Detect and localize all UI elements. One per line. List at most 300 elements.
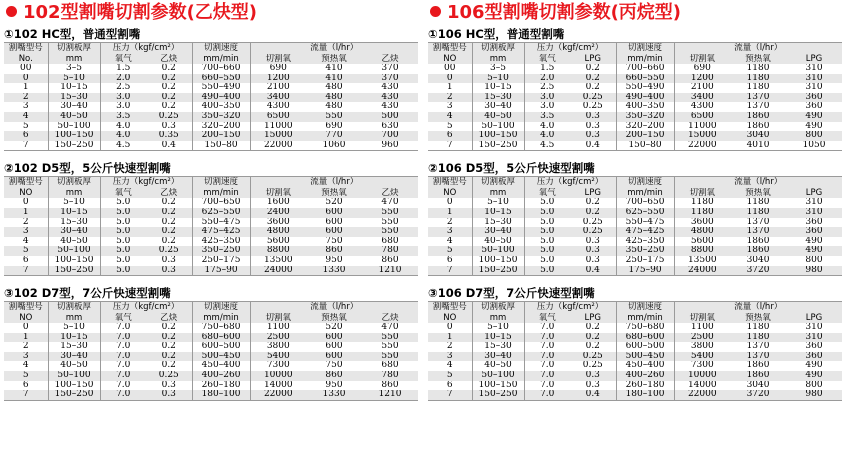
table-cell: 5.0 bbox=[524, 246, 570, 256]
table-row bbox=[4, 93, 418, 103]
table-cell: 310 bbox=[786, 198, 842, 208]
table-cell: 680 bbox=[362, 237, 418, 247]
table-cell: 960 bbox=[362, 141, 418, 151]
table-cell: 1370 bbox=[730, 227, 786, 237]
table-cell: 1050 bbox=[786, 141, 842, 151]
table-row bbox=[428, 102, 842, 112]
table-cell: 430 bbox=[362, 83, 418, 93]
table-cell: 4.0 bbox=[100, 122, 146, 132]
table-cell: 0.4 bbox=[570, 141, 616, 151]
table-cell: 7.0 bbox=[524, 323, 570, 333]
table-cell: 0.4 bbox=[570, 390, 616, 400]
table-cell: 150–250 bbox=[48, 266, 100, 276]
table-cell: 360 bbox=[786, 352, 842, 362]
table-cell: 150–250 bbox=[472, 390, 524, 400]
table-cell: 7.0 bbox=[100, 361, 146, 371]
table-cell: 0.2 bbox=[570, 323, 616, 333]
table-cell: 5 bbox=[428, 122, 472, 132]
table-cell: 4 bbox=[4, 361, 48, 371]
table-cell: 1370 bbox=[730, 93, 786, 103]
table-row bbox=[4, 266, 418, 276]
table-cell: 2.5 bbox=[524, 83, 570, 93]
table-cell: 770 bbox=[306, 131, 362, 141]
table-cell: 425–350 bbox=[192, 237, 250, 247]
table-cell: 0.25 bbox=[146, 112, 192, 122]
table-cell: 5.0 bbox=[100, 246, 146, 256]
column-subheader: No. bbox=[4, 54, 48, 64]
table-row bbox=[4, 342, 418, 352]
column-subheader: 切割氧 bbox=[250, 313, 306, 323]
table-cell: 430 bbox=[362, 93, 418, 103]
table-cell: 2400 bbox=[250, 208, 306, 218]
table-cell: 2100 bbox=[250, 83, 306, 93]
table-cell: 980 bbox=[786, 390, 842, 400]
table-cell: 0.2 bbox=[146, 323, 192, 333]
table-row bbox=[428, 208, 842, 218]
table-cell: 6 bbox=[4, 256, 48, 266]
table-cell: 3800 bbox=[674, 342, 730, 352]
column-subheader: 切割氧 bbox=[674, 188, 730, 198]
table-cell: 1 bbox=[428, 333, 472, 343]
column-header: 流量（l/hr） bbox=[250, 177, 418, 189]
table-cell: 4010 bbox=[730, 141, 786, 151]
table-cell: 180–100 bbox=[192, 390, 250, 400]
column-header: 切割速度 bbox=[192, 302, 250, 314]
table-cell: 600 bbox=[306, 333, 362, 343]
table-cell: 0.3 bbox=[146, 381, 192, 391]
table-cell: 1180 bbox=[730, 323, 786, 333]
table-row bbox=[4, 102, 418, 112]
table-row bbox=[4, 64, 418, 74]
table-cell: 5600 bbox=[674, 237, 730, 247]
table-cell: 5–10 bbox=[48, 198, 100, 208]
table-cell: 550 bbox=[362, 218, 418, 228]
table-cell: 0.25 bbox=[570, 93, 616, 103]
table-cell: 4 bbox=[428, 112, 472, 122]
table-cell: 3 bbox=[4, 227, 48, 237]
table-cell: 5.0 bbox=[524, 218, 570, 228]
column-header: 流量（l/hr） bbox=[674, 177, 842, 189]
table-cell: 10–15 bbox=[48, 208, 100, 218]
column-header: 切割速度 bbox=[192, 43, 250, 55]
column-subheader: 氧气 bbox=[100, 313, 146, 323]
table-row bbox=[428, 198, 842, 208]
table-cell: 175–90 bbox=[616, 266, 674, 276]
column-subheader: NO bbox=[428, 54, 472, 64]
table-cell: 430 bbox=[362, 102, 418, 112]
column-subheader: 氧气 bbox=[524, 54, 570, 64]
table-cell: 600–500 bbox=[616, 342, 674, 352]
table-cell: 600 bbox=[306, 218, 362, 228]
table-cell: 1180 bbox=[674, 208, 730, 218]
table-cell: 250–175 bbox=[192, 256, 250, 266]
table-cell: 0.25 bbox=[570, 361, 616, 371]
table-cell: 0.2 bbox=[146, 83, 192, 93]
table-cell: 3 bbox=[4, 352, 48, 362]
column-subheader: 切割氧 bbox=[250, 188, 306, 198]
table-cell: 600–500 bbox=[192, 342, 250, 352]
table-cell: 1 bbox=[428, 208, 472, 218]
column-subheader: 预热氧 bbox=[306, 313, 362, 323]
column-header: 割嘴型号 bbox=[4, 177, 48, 189]
table-row bbox=[4, 131, 418, 141]
table-cell: 310 bbox=[786, 323, 842, 333]
column-subheader: 乙炔 bbox=[146, 188, 192, 198]
table-cell: 490 bbox=[786, 246, 842, 256]
table-cell: 1.5 bbox=[524, 64, 570, 74]
table-row bbox=[4, 218, 418, 228]
column-subheader: 乙炔 bbox=[146, 54, 192, 64]
table-cell: 22000 bbox=[250, 141, 306, 151]
table-row bbox=[4, 333, 418, 343]
table-row bbox=[428, 381, 842, 391]
table-cell: 0.3 bbox=[570, 246, 616, 256]
table-cell: 150–80 bbox=[616, 141, 674, 151]
column-subheader: 乙炔 bbox=[362, 313, 418, 323]
table-cell: 3400 bbox=[674, 93, 730, 103]
table-cell: 2500 bbox=[674, 333, 730, 343]
table-cell: 0.3 bbox=[570, 371, 616, 381]
table-cell: 100–150 bbox=[472, 381, 524, 391]
table-cell: 1100 bbox=[674, 323, 730, 333]
table-cell: 5.0 bbox=[524, 237, 570, 247]
table-row bbox=[4, 198, 418, 208]
table-cell: 750–680 bbox=[192, 323, 250, 333]
table-cell: 950 bbox=[306, 256, 362, 266]
table-cell: 3040 bbox=[730, 131, 786, 141]
table-cell: 0.3 bbox=[570, 237, 616, 247]
table-cell: 700–660 bbox=[192, 64, 250, 74]
table-cell: 5.0 bbox=[524, 227, 570, 237]
spacer bbox=[4, 151, 418, 160]
column-subheader: 氧气 bbox=[100, 54, 146, 64]
column-header: 压力（kgf/cm²） bbox=[524, 302, 616, 314]
table-cell: 4.0 bbox=[100, 131, 146, 141]
table-cell: 3.0 bbox=[100, 102, 146, 112]
spacer bbox=[4, 276, 418, 285]
table-cell: 3720 bbox=[730, 390, 786, 400]
table-row bbox=[4, 381, 418, 391]
table-cell: 2 bbox=[428, 342, 472, 352]
table-cell: 475–425 bbox=[192, 227, 250, 237]
table-cell: 360 bbox=[786, 102, 842, 112]
table-cell: 10–15 bbox=[48, 333, 100, 343]
column-header: 割嘴型号 bbox=[4, 302, 48, 314]
table-cell: 260–180 bbox=[616, 381, 674, 391]
table-subtitle: ①102 HC型，普通型割嘴 bbox=[4, 27, 141, 41]
table-row bbox=[428, 361, 842, 371]
table-cell: 0.25 bbox=[570, 227, 616, 237]
left-column bbox=[4, 0, 418, 401]
table-cell: 1370 bbox=[730, 342, 786, 352]
column-subheader: NO bbox=[428, 188, 472, 198]
table-cell: 1180 bbox=[730, 198, 786, 208]
table-cell: 5.0 bbox=[100, 208, 146, 218]
table-subtitle: ②102 D5型，5公斤快速型割嘴 bbox=[4, 161, 171, 176]
table-cell: 5 bbox=[4, 122, 48, 132]
table-cell: 690 bbox=[306, 122, 362, 132]
table-cell: 8800 bbox=[250, 246, 306, 256]
table-cell: 3 bbox=[4, 102, 48, 112]
column-header: 切割板厚 bbox=[472, 302, 524, 314]
table-cell: 150–250 bbox=[472, 141, 524, 151]
table-row bbox=[428, 333, 842, 343]
table-cell: 490–400 bbox=[616, 93, 674, 103]
column-header: 切割速度 bbox=[192, 177, 250, 189]
table-cell: 100–150 bbox=[472, 256, 524, 266]
table-cell: 1860 bbox=[730, 112, 786, 122]
table-cell: 5400 bbox=[250, 352, 306, 362]
table-cell: 0.25 bbox=[570, 352, 616, 362]
table-cell: 0.2 bbox=[570, 342, 616, 352]
column-header: 切割速度 bbox=[616, 43, 674, 55]
table-cell: 3600 bbox=[250, 218, 306, 228]
table-cell: 180–100 bbox=[616, 390, 674, 400]
column-subheader: 预热氧 bbox=[306, 54, 362, 64]
table-cell: 3040 bbox=[730, 256, 786, 266]
table-cell: 0.2 bbox=[146, 342, 192, 352]
table-cell: 7 bbox=[428, 141, 472, 151]
table-cell: 24000 bbox=[674, 266, 730, 276]
table-row bbox=[4, 83, 418, 93]
table-cell: 7300 bbox=[250, 361, 306, 371]
table-cell: 500 bbox=[362, 112, 418, 122]
table-cell: 0.2 bbox=[570, 208, 616, 218]
column-header: 切割板厚 bbox=[48, 302, 100, 314]
table-cell: 7.0 bbox=[100, 371, 146, 381]
column-header: 流量（l/hr） bbox=[674, 43, 842, 55]
table-row bbox=[4, 256, 418, 266]
column-subheader: 切割氧 bbox=[674, 54, 730, 64]
table-cell: 0.2 bbox=[146, 102, 192, 112]
column-subheader: 乙炔 bbox=[362, 188, 418, 198]
table-cell: 5.0 bbox=[100, 218, 146, 228]
table-cell: 50–100 bbox=[48, 122, 100, 132]
table-cell: 7.0 bbox=[524, 342, 570, 352]
table-cell: 5.0 bbox=[524, 256, 570, 266]
table-cell: 5–10 bbox=[48, 323, 100, 333]
column-subheader: LPG bbox=[570, 54, 616, 64]
bullet-icon bbox=[6, 6, 17, 17]
table-cell: 0.2 bbox=[146, 208, 192, 218]
table-cell: 1 bbox=[4, 208, 48, 218]
section-title-text: 102型割嘴切割参数(乙炔型) bbox=[23, 2, 258, 23]
table-cell: 800 bbox=[786, 381, 842, 391]
table-cell: 600 bbox=[306, 352, 362, 362]
table-cell: 15–30 bbox=[48, 93, 100, 103]
table-cell: 520 bbox=[306, 198, 362, 208]
table-row bbox=[428, 266, 842, 276]
table-cell: 3–5 bbox=[472, 64, 524, 74]
table-cell: 0.2 bbox=[570, 198, 616, 208]
table-cell: 0.2 bbox=[146, 237, 192, 247]
table-cell: 40–50 bbox=[48, 237, 100, 247]
table-cell: 5–10 bbox=[472, 198, 524, 208]
table-cell: 1370 bbox=[730, 218, 786, 228]
table-cell: 0.2 bbox=[146, 74, 192, 84]
table-cell: 0 bbox=[428, 323, 472, 333]
table-row bbox=[428, 93, 842, 103]
column-header: 切割板厚 bbox=[472, 177, 524, 189]
column-subheader: mm bbox=[48, 188, 100, 198]
spacer bbox=[428, 151, 842, 160]
table-cell: 410 bbox=[306, 64, 362, 74]
table-cell: 860 bbox=[306, 371, 362, 381]
table-cell: 22000 bbox=[674, 141, 730, 151]
table-cell: 150–250 bbox=[48, 390, 100, 400]
table-cell: 7 bbox=[4, 390, 48, 400]
column-header: 割嘴型号 bbox=[4, 43, 48, 55]
table-cell: 1370 bbox=[730, 352, 786, 362]
table-row bbox=[428, 256, 842, 266]
table-row bbox=[428, 246, 842, 256]
table-cell: 30–40 bbox=[472, 102, 524, 112]
table-cell: 520 bbox=[306, 323, 362, 333]
table-cell: 30–40 bbox=[48, 227, 100, 237]
parameter-table bbox=[428, 42, 842, 151]
table-cell: 360 bbox=[786, 227, 842, 237]
parameter-table bbox=[428, 176, 842, 276]
column-subheader: 预热氧 bbox=[306, 188, 362, 198]
table-cell: 7.0 bbox=[100, 381, 146, 391]
table-cell: 50–100 bbox=[472, 246, 524, 256]
column-subheader: 乙炔 bbox=[362, 54, 418, 64]
table-cell: 100–150 bbox=[48, 381, 100, 391]
table-cell: 15–30 bbox=[472, 342, 524, 352]
table-cell: 150–80 bbox=[192, 141, 250, 151]
table-cell: 2 bbox=[428, 218, 472, 228]
table-cell: 7.0 bbox=[100, 342, 146, 352]
table-row bbox=[4, 390, 418, 400]
column-subheader: mm/min bbox=[616, 188, 674, 198]
table-cell: 7.0 bbox=[524, 390, 570, 400]
table-cell: 310 bbox=[786, 333, 842, 343]
table-row bbox=[428, 83, 842, 93]
table-subtitle: ②106 D5型，5公斤快速型割嘴 bbox=[428, 161, 595, 176]
parameter-table bbox=[4, 42, 418, 151]
table-cell: 5.0 bbox=[100, 237, 146, 247]
table-cell: 2.0 bbox=[100, 74, 146, 84]
table-cell: 550 bbox=[362, 227, 418, 237]
table-cell: 10000 bbox=[674, 371, 730, 381]
table-cell: 5.0 bbox=[100, 266, 146, 276]
table-cell: 50–100 bbox=[472, 371, 524, 381]
table-cell: 3720 bbox=[730, 266, 786, 276]
table-cell: 10–15 bbox=[472, 333, 524, 343]
column-subheader: 预热氧 bbox=[730, 313, 786, 323]
table-cell: 30–40 bbox=[472, 227, 524, 237]
table-row bbox=[4, 112, 418, 122]
table-cell: 500–450 bbox=[192, 352, 250, 362]
spacer bbox=[428, 276, 842, 285]
column-subheader: LPG bbox=[786, 313, 842, 323]
table-cell: 10000 bbox=[250, 371, 306, 381]
table-cell: 00 bbox=[4, 64, 48, 74]
table-cell: 6 bbox=[4, 131, 48, 141]
table-cell: 625–550 bbox=[192, 208, 250, 218]
table-cell: 6 bbox=[428, 381, 472, 391]
table-cell: 3800 bbox=[250, 342, 306, 352]
table-cell: 0.35 bbox=[146, 131, 192, 141]
table-cell: 410 bbox=[306, 74, 362, 84]
column-header: 压力（kgf/cm²） bbox=[524, 177, 616, 189]
table-cell: 15–30 bbox=[48, 218, 100, 228]
table-cell: 490–400 bbox=[192, 93, 250, 103]
table-cell: 15–30 bbox=[472, 218, 524, 228]
table-cell: 3600 bbox=[674, 218, 730, 228]
table-cell: 200–150 bbox=[616, 131, 674, 141]
table-cell: 550–490 bbox=[616, 83, 674, 93]
table-row bbox=[428, 141, 842, 151]
table-cell: 1180 bbox=[674, 198, 730, 208]
table-cell: 7 bbox=[428, 390, 472, 400]
column-header: 流量（l/hr） bbox=[674, 302, 842, 314]
table-cell: 5.0 bbox=[524, 208, 570, 218]
table-cell: 550 bbox=[306, 112, 362, 122]
table-cell: 3–5 bbox=[48, 64, 100, 74]
table-cell: 0.25 bbox=[146, 371, 192, 381]
table-cell: 200–150 bbox=[192, 131, 250, 141]
table-cell: 0.2 bbox=[570, 74, 616, 84]
table-cell: 50–100 bbox=[48, 371, 100, 381]
table-cell: 690 bbox=[250, 64, 306, 74]
table-cell: 6 bbox=[4, 381, 48, 391]
table-cell: 450–400 bbox=[192, 361, 250, 371]
column-subheader: mm/min bbox=[192, 313, 250, 323]
column-subheader: mm bbox=[48, 54, 100, 64]
table-cell: 15–30 bbox=[472, 93, 524, 103]
table-row bbox=[428, 64, 842, 74]
table-cell: 2 bbox=[428, 93, 472, 103]
table-cell: 0 bbox=[4, 198, 48, 208]
table-cell: 630 bbox=[362, 122, 418, 132]
column-subheader: NO bbox=[4, 188, 48, 198]
table-cell: 5–10 bbox=[472, 323, 524, 333]
table-cell: 310 bbox=[786, 74, 842, 84]
table-cell: 360 bbox=[786, 342, 842, 352]
table-cell: 600 bbox=[306, 342, 362, 352]
table-cell: 0.2 bbox=[146, 361, 192, 371]
table-cell: 1860 bbox=[730, 371, 786, 381]
table-cell: 50–100 bbox=[472, 122, 524, 132]
table-cell: 7.0 bbox=[524, 381, 570, 391]
table-cell: 4.0 bbox=[524, 122, 570, 132]
table-cell: 4 bbox=[428, 361, 472, 371]
table-cell: 360 bbox=[786, 93, 842, 103]
table-cell: 550–475 bbox=[192, 218, 250, 228]
table-row bbox=[4, 74, 418, 84]
parameter-table bbox=[4, 301, 418, 401]
table-cell: 980 bbox=[786, 266, 842, 276]
table-cell: 24000 bbox=[250, 266, 306, 276]
table-cell: 7.0 bbox=[524, 361, 570, 371]
table-cell: 690 bbox=[674, 64, 730, 74]
table-cell: 320–200 bbox=[616, 122, 674, 132]
table-row bbox=[428, 227, 842, 237]
right-column bbox=[428, 0, 842, 401]
table-cell: 1210 bbox=[362, 266, 418, 276]
table-cell: 800 bbox=[786, 256, 842, 266]
table-cell: 0.3 bbox=[570, 256, 616, 266]
table-cell: 370 bbox=[362, 64, 418, 74]
table-cell: 0.3 bbox=[146, 122, 192, 132]
table-cell: 1.5 bbox=[100, 64, 146, 74]
table-cell: 15–30 bbox=[48, 342, 100, 352]
table-cell: 475–425 bbox=[616, 227, 674, 237]
table-cell: 0.2 bbox=[570, 83, 616, 93]
table-cell: 2 bbox=[4, 342, 48, 352]
table-cell: 8800 bbox=[674, 246, 730, 256]
